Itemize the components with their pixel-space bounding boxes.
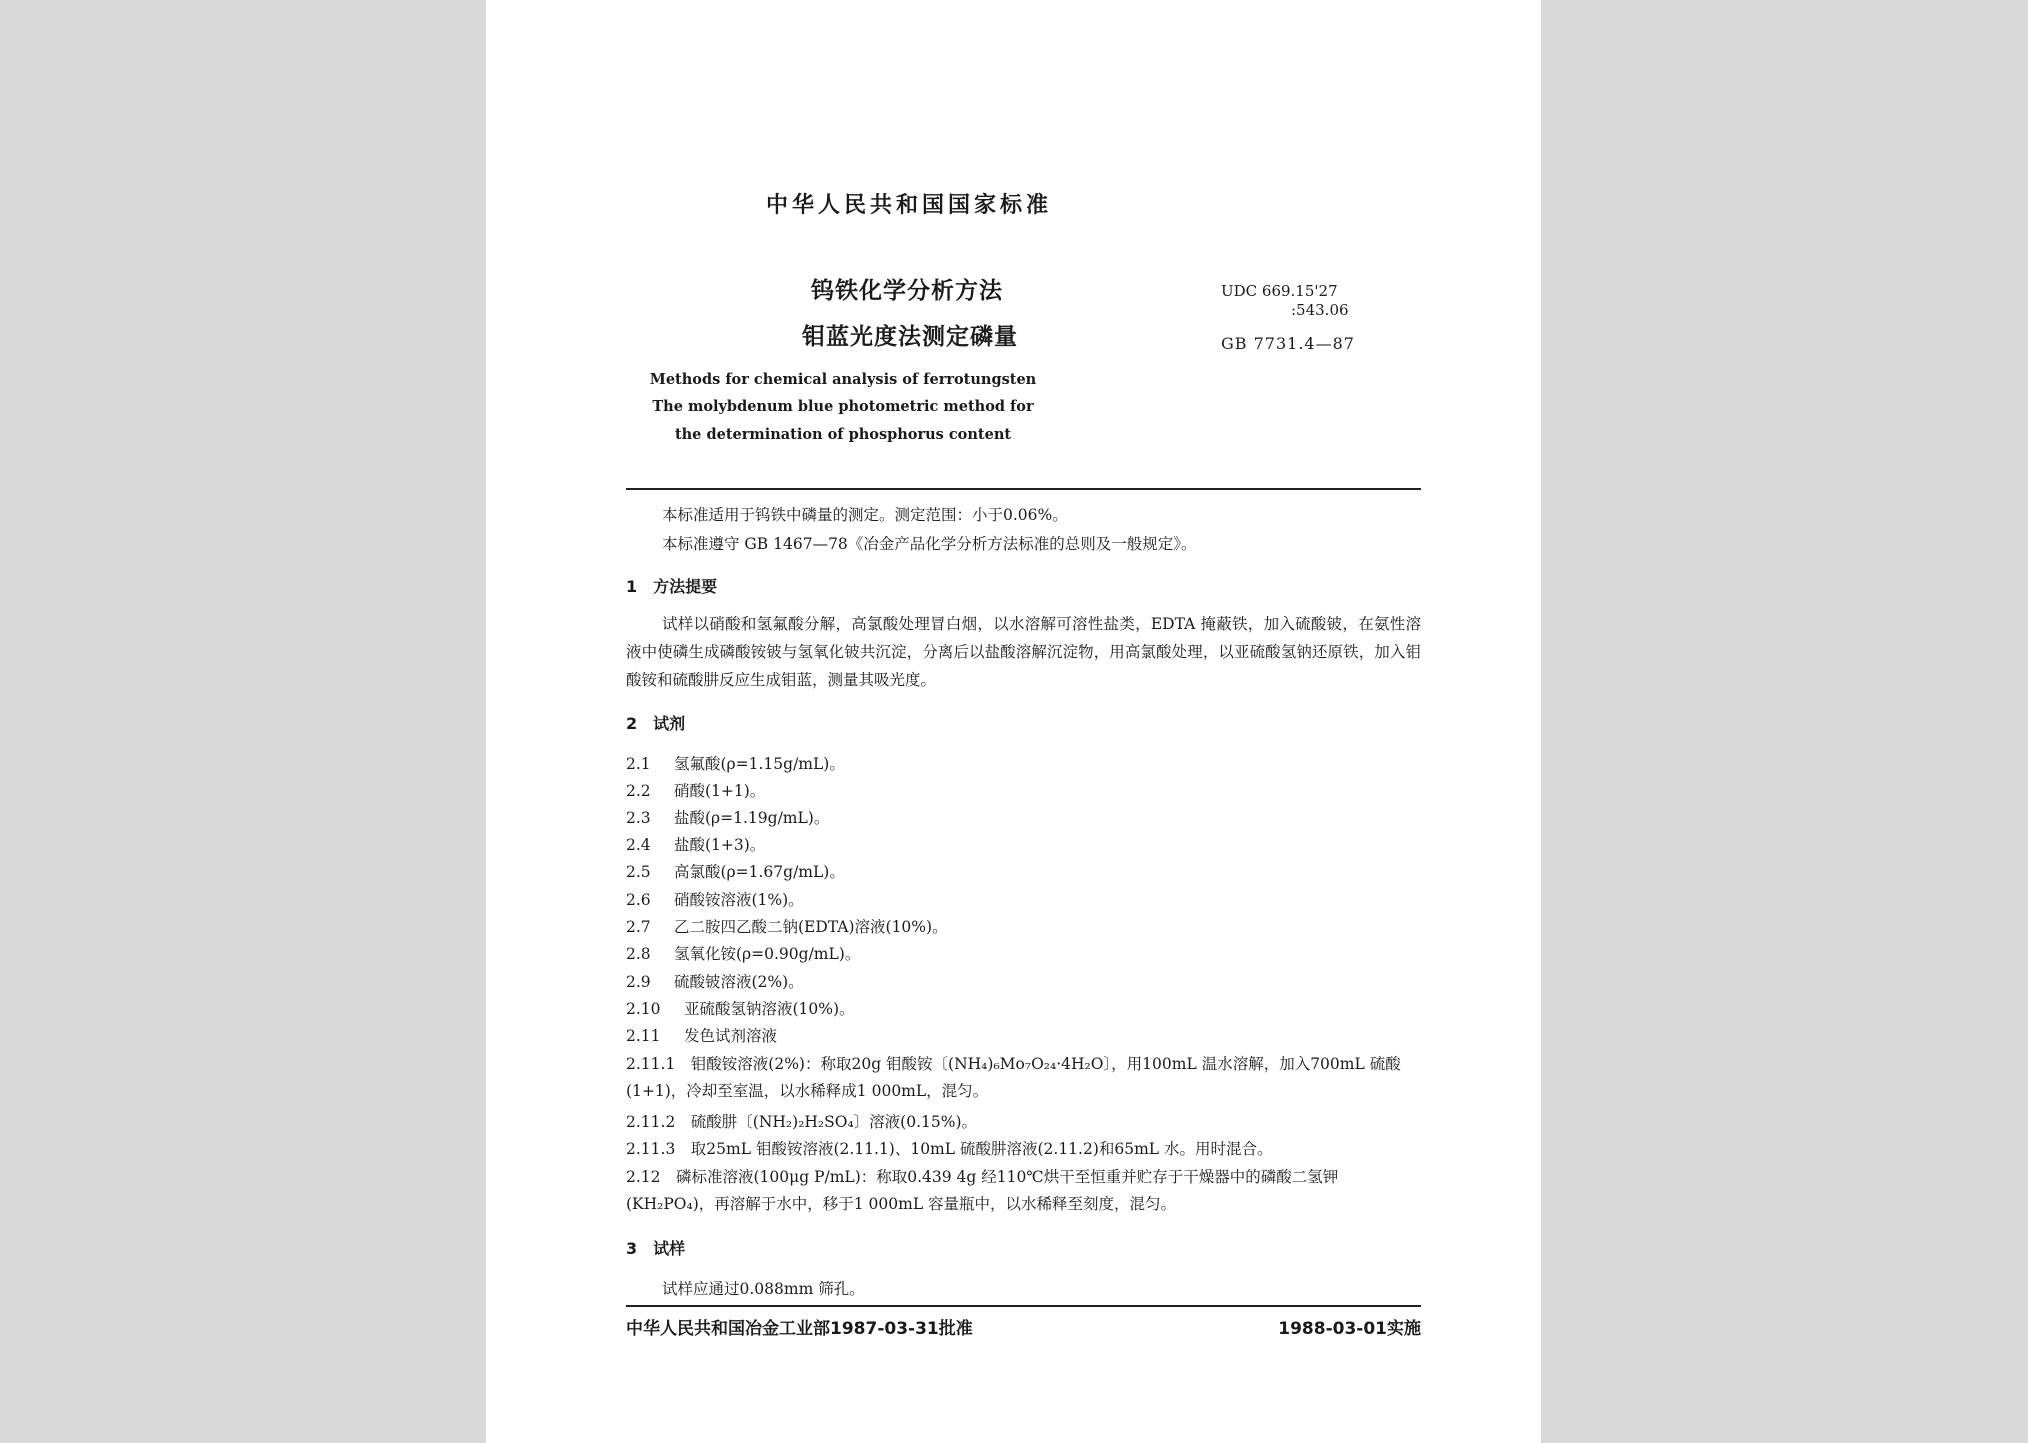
udc-line-1: UDC 669.15'27 bbox=[1221, 282, 1338, 300]
footer-divider bbox=[626, 1305, 1421, 1307]
section-3-heading: 3 试样 bbox=[626, 1239, 686, 1258]
reagent-item-2-11-3: 2.11.3 取25mL 钼酸铵溶液(2.11.1)、10mL 硫酸肼溶液(2.11.2)和65mL 水。用时混合。 bbox=[626, 1140, 1273, 1158]
reagent-item: 2.8 氢氧化铵(ρ=0.90g/mL)。 bbox=[626, 945, 861, 963]
reagent-item: 2.9 硫酸铍溶液(2%)。 bbox=[626, 973, 804, 991]
section-1-heading: 1 方法提要 bbox=[626, 577, 718, 596]
intro-line-1: 本标准适用于钨铁中磷量的测定。测定范围：小于0.06%。 bbox=[662, 506, 1068, 524]
reagent-item-2-12: 2.12 磷标准溶液(100μg P/mL)：称取0.439 4g 经110℃烘干至恒重并贮存于干燥器中的磷酸二氢钾(KH₂PO₄)，再溶解于水中，移于1 000mL 容量瓶中，以水稀释至刻度，混匀。 bbox=[626, 1168, 1339, 1213]
reagent-item: 2.3 盐酸(ρ=1.19g/mL)。 bbox=[626, 809, 830, 827]
title-cn-line-2: 钼蓝光度法测定磷量 bbox=[802, 324, 1018, 350]
reagent-item-2-11-2: 2.11.2 硫酸肼〔(NH₂)₂H₂SO₄〕溶液(0.15%)。 bbox=[626, 1113, 978, 1131]
effective-date: 1988-03-01实施 bbox=[1278, 1319, 1421, 1339]
title-en-line-1: Methods for chemical analysis of ferrotungsten bbox=[649, 371, 1037, 388]
title-cn-line-1: 钨铁化学分析方法 bbox=[811, 278, 1003, 304]
reagent-item-2-11-1: 2.11.1 钼酸铵溶液(2%)：称取20g 钼酸铵〔(NH₄)₆Mo₇O₂₄·4H₂O〕，用100mL 温水溶解，加入700mL 硫酸(1+1)，冷却至室温，以水稀释成1 000mL，混匀。 bbox=[626, 1055, 1401, 1100]
document-page bbox=[486, 0, 1541, 1443]
reagent-item: 2.6 硝酸铵溶液(1%)。 bbox=[626, 891, 804, 909]
title-en-line-2: The molybdenum blue photometric method for bbox=[652, 398, 1034, 415]
reagent-item: 2.5 高氯酸(ρ=1.67g/mL)。 bbox=[626, 863, 845, 881]
section-3-body: 试样应通过0.088mm 筛孔。 bbox=[662, 1280, 865, 1298]
reagent-item: 2.7 乙二胺四乙酸二钠(EDTA)溶液(10%)。 bbox=[626, 918, 948, 936]
reagent-item: 2.11 发色试剂溶液 bbox=[626, 1027, 778, 1045]
issuer-heading: 中华人民共和国国家标准 bbox=[766, 193, 1053, 218]
section-2-heading: 2 试剂 bbox=[626, 714, 686, 733]
intro-line-2: 本标准遵守 GB 1467—78《冶金产品化学分析方法标准的总则及一般规定》。 bbox=[662, 535, 1197, 553]
udc-code bbox=[1221, 282, 1349, 320]
approval-date: 中华人民共和国冶金工业部1987-03-31批准 bbox=[626, 1319, 973, 1339]
reagent-item: 2.10 亚硫酸氢钠溶液(10%)。 bbox=[626, 1000, 855, 1018]
reagent-item: 2.4 盐酸(1+3)。 bbox=[626, 836, 766, 854]
reagent-item: 2.1 氢氟酸(ρ=1.15g/mL)。 bbox=[626, 755, 845, 773]
gb-number: GB 7731.4—87 bbox=[1221, 334, 1355, 353]
header-divider bbox=[626, 488, 1421, 490]
section-1-body: 试样以硝酸和氢氟酸分解，高氯酸处理冒白烟，以水溶解可溶性盐类，EDTA 掩蔽铁，加入硫酸铍，在氨性溶液中使磷生成磷酸铵铍与氢氧化铍共沉淀，分离后以盐酸溶解沉淀物，用高氯酸处理，以亚硫酸氢钠还原铁，加入钼酸铵和硫酸肼反应生成钼蓝，测量其吸光度。 bbox=[626, 615, 1421, 689]
udc-line-2: :543.06 bbox=[1291, 301, 1349, 319]
reagent-item: 2.2 硝酸(1+1)。 bbox=[626, 782, 766, 800]
title-en-line-3: the determination of phosphorus content bbox=[674, 426, 1012, 443]
